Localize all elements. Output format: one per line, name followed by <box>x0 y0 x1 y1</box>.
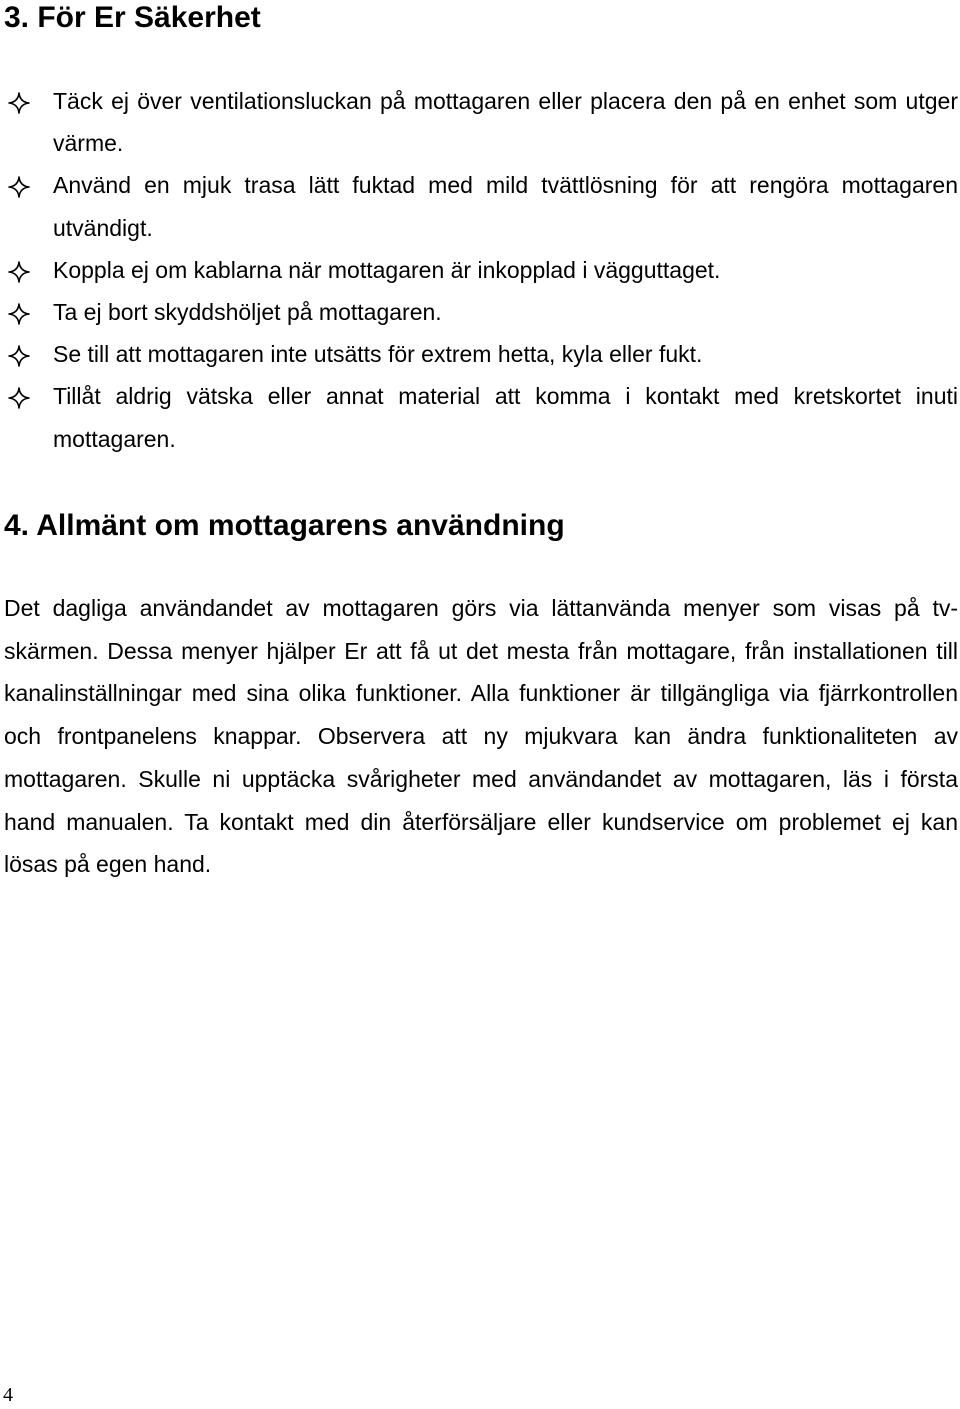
safety-bullet-text: Täck ej över ventilationsluckan på mottagaren eller placera den på en enhet som utger värme. <box>53 88 958 157</box>
safety-bullet-list <box>0 80 960 460</box>
diamond-star-outline-icon <box>8 176 30 198</box>
safety-bullet-text: Tillåt aldrig vätska eller annat material att komma i kontakt med kretskortet inuti mottagaren. <box>53 383 958 452</box>
diamond-star-outline-icon <box>8 345 30 367</box>
diamond-star-outline-icon <box>8 92 30 114</box>
safety-bullet-item <box>0 333 960 375</box>
safety-bullet-text: Använd en mjuk trasa lätt fuktad med mild tvättlösning för att rengöra mottagaren utvändigt. <box>53 172 958 241</box>
safety-bullet-item <box>0 249 960 291</box>
diamond-star-outline-icon <box>8 261 30 283</box>
safety-bullet-text: Se till att mottagaren inte utsätts för extrem hetta, kyla eller fukt. <box>53 341 703 368</box>
section-4-heading: 4. Allmänt om mottagarens användning <box>4 509 565 542</box>
section-3-heading: 3. För Er Säkerhet <box>4 1 261 34</box>
safety-bullet-item <box>0 291 960 333</box>
page-number: 4 <box>3 1384 13 1406</box>
diamond-star-outline-icon <box>8 303 30 325</box>
safety-bullet-text: Koppla ej om kablarna när mottagaren är inkopplad i vägguttaget. <box>53 256 721 283</box>
safety-bullet-item <box>0 80 960 164</box>
diamond-star-outline-icon <box>8 387 30 409</box>
safety-bullet-text: Ta ej bort skyddshöljet på mottagaren. <box>53 299 442 326</box>
safety-bullet-item <box>0 164 960 248</box>
usage-paragraph: Det dagliga användandet av mottagaren görs via lättanvända menyer som visas på tv-skärmen. Dessa menyer hjälper Er att få ut det mesta från mottagare, från installationen till kanalinställningar med sina olika funktioner. Alla funktioner är tillgängliga via fjärrkontrollen och frontpanelens knappar. Observera att ny mjukvara kan ändra funktionaliteten av mottagaren. Skulle ni upptäcka svårigheter med användandet av mottagaren, läs i första hand manualen. Ta kontakt med din återförsäljare eller kundservice om problemet ej kan lösas på egen hand. <box>4 595 958 878</box>
safety-bullet-item <box>0 375 960 459</box>
